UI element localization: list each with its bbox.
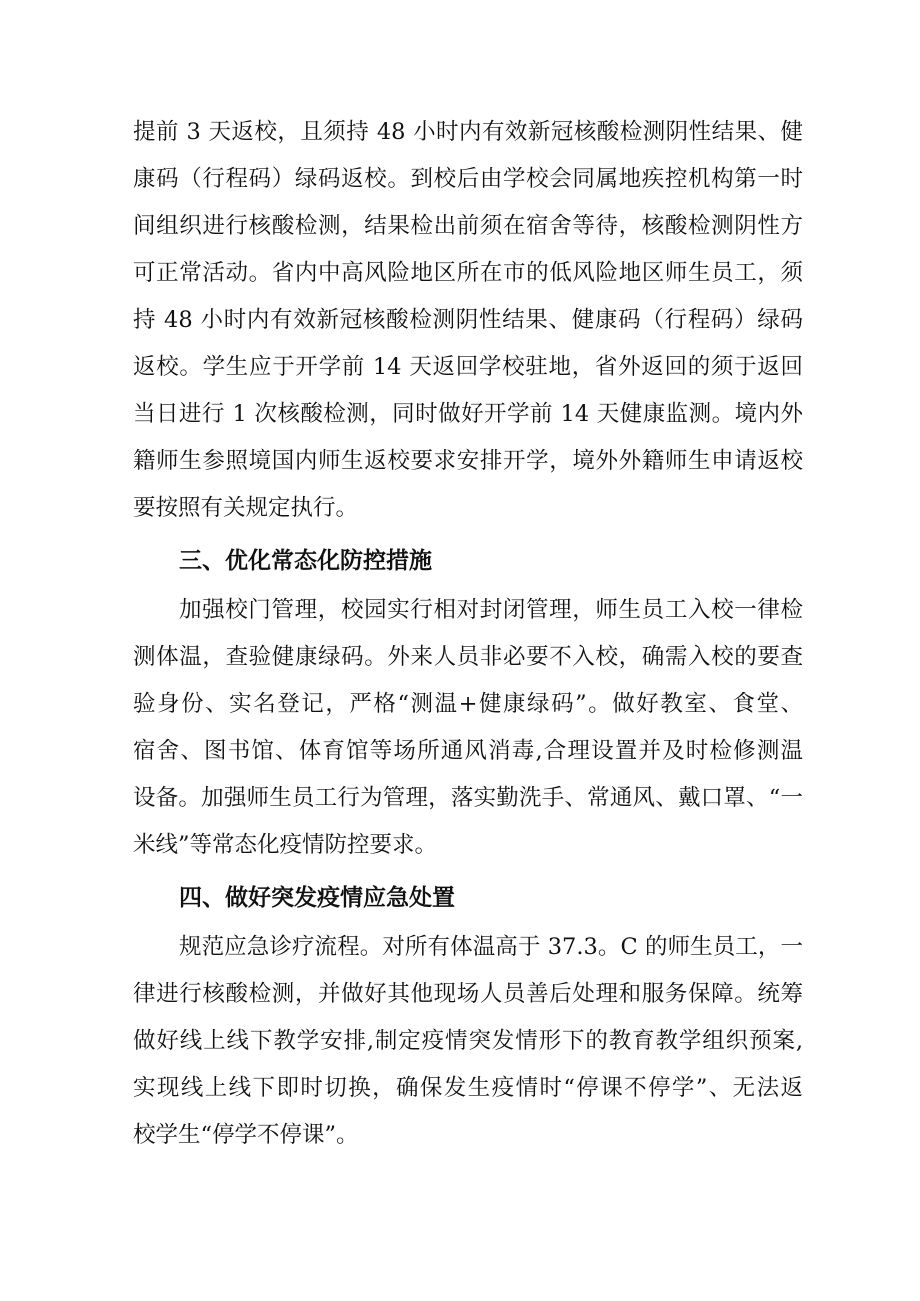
paragraph1-line-7: 当日进行 1 次核酸检测，同时做好开学前 14 天健康监测。境内外 bbox=[133, 401, 803, 427]
section3-heading: 三、优化常态化防控措施 bbox=[179, 548, 432, 574]
paragraph1-line-9: 要按照有关规定执行。 bbox=[133, 495, 359, 521]
paragraph1-line-1: 提前 3 天返校，且须持 48 小时内有效新冠核酸检测阴性结果、健 bbox=[133, 119, 803, 145]
section4-line-2: 律进行核酸检测，并做好其他现场人员善后处理和服务保障。统筹 bbox=[133, 981, 803, 1007]
section4-line-1: 规范应急诊疗流程。对所有体温高于 37.3。C 的师生员工，一 bbox=[179, 934, 803, 960]
paragraph1-line-5: 持 48 小时内有效新冠核酸检测阴性结果、健康码（行程码）绿码 bbox=[133, 307, 803, 333]
paragraph1-line-4: 可正常活动。省内中高风险地区所在市的低风险地区师生员工，须 bbox=[133, 260, 803, 286]
section3-line-5: 设备。加强师生员工行为管理，落实勤洗手、常通风、戴口罩、“一 bbox=[133, 785, 803, 811]
section3-line-2: 测体温，查验健康绿码。外来人员非必要不入校，确需入校的要查 bbox=[133, 644, 803, 670]
paragraph1-line-3: 间组织进行核酸检测，结果检出前须在宿舍等待，核酸检测阴性方 bbox=[133, 213, 803, 239]
section4-heading: 四、做好突发疫情应急处置 bbox=[179, 885, 455, 911]
paragraph1-line-2: 康码（行程码）绿码返校。到校后由学校会同属地疾控机构第一时 bbox=[133, 166, 803, 192]
section3-line-4: 宿舍、图书馆、体育馆等场所通风消毒,合理设置并及时检修测温 bbox=[133, 738, 803, 764]
section3-line-3: 验身份、实名登记，严格“测温+健康绿码”。做好教室、食堂、 bbox=[133, 691, 803, 717]
paragraph1-line-6: 返校。学生应于开学前 14 天返回学校驻地，省外返回的须于返回 bbox=[133, 354, 803, 380]
section4-line-3: 做好线上线下教学安排,制定疫情突发情形下的教育教学组织预案, bbox=[133, 1028, 803, 1054]
paragraph1-line-8: 籍师生参照境国内师生返校要求安排开学，境外外籍师生申请返校 bbox=[133, 448, 803, 474]
section4-line-4: 实现线上线下即时切换，确保发生疫情时“停课不停学”、无法返 bbox=[133, 1075, 803, 1101]
section3-line-6: 米线”等常态化疫情防控要求。 bbox=[133, 832, 438, 858]
section3-line-1: 加强校门管理，校园实行相对封闭管理，师生员工入校一律检 bbox=[179, 597, 803, 623]
section4-line-5: 校学生“停学不停课”。 bbox=[133, 1122, 359, 1148]
